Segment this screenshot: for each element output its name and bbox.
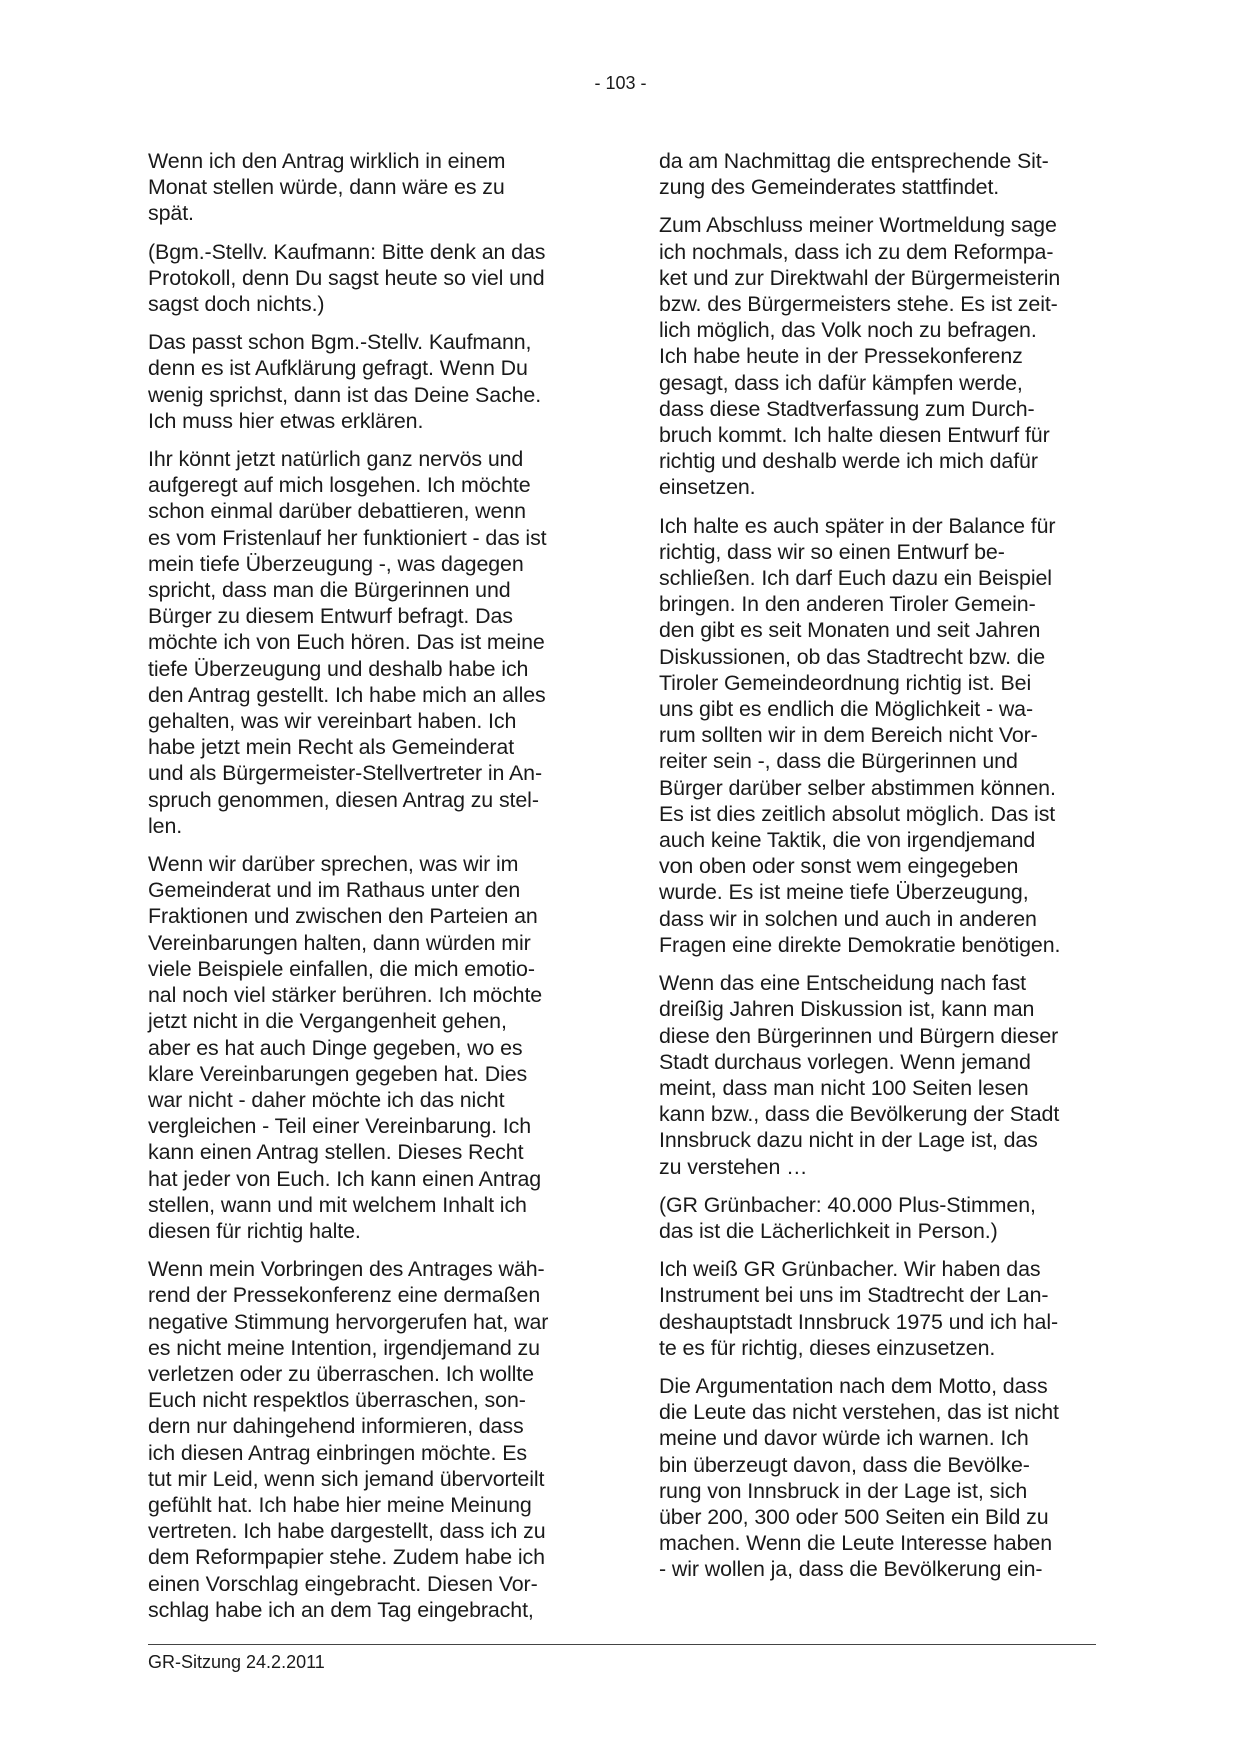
text-line: Wenn ich den Antrag wirklich in einem xyxy=(148,149,506,173)
text-line: deshauptstadt Innsbruck 1975 und ich hal- xyxy=(659,1309,1059,1334)
paragraph xyxy=(659,1373,1109,1583)
paragraph xyxy=(659,212,1109,500)
text-line: den gibt es seit Monaten und seit Jahren xyxy=(659,618,1041,643)
text-line: jetzt nicht in die Vergangenheit gehen, xyxy=(148,1009,507,1034)
text-line: bringen. In den anderen Tiroler Gemein- xyxy=(659,592,1036,617)
text-line: uns gibt es endlich die Möglichkeit - wa- xyxy=(659,697,1033,722)
text-line: und als Bürgermeister-Stellvertreter in An- xyxy=(148,761,542,786)
text-line: dern nur dahingehend informieren, dass xyxy=(148,1414,524,1439)
text-line: te es für richtig, dieses einzusetzen. xyxy=(659,1335,996,1360)
text-line: über 200, 300 oder 500 Seiten ein Bild zu xyxy=(659,1504,1049,1529)
text-line: Bürger darüber selber abstimmen können. xyxy=(659,775,1056,800)
text-line: von oben oder sonst wem eingegeben xyxy=(659,854,1019,879)
text-line: - wir wollen ja, dass die Bevölkerung ein- xyxy=(659,1557,1043,1582)
text-line: dem Reformpapier stehe. Zudem habe ich xyxy=(148,1545,545,1570)
text-line: möchte ich von Euch hören. Das ist meine xyxy=(148,630,545,655)
text-line: wenig sprichst, dann ist das Deine Sache. xyxy=(148,382,542,407)
text-line: aufgeregt auf mich losgehen. Ich möchte xyxy=(148,473,531,498)
text-line: sagst doch nichts.) xyxy=(148,292,325,317)
text-line: lich möglich, das Volk noch zu befragen. xyxy=(659,318,1037,343)
text-line: diese den Bürgerinnen und Bürgern dieser xyxy=(659,1023,1059,1048)
text-line: hat jeder von Euch. Ich kann einen Antrag xyxy=(148,1166,542,1191)
paragraph xyxy=(659,1192,1109,1244)
text-line: es nicht meine Intention, irgendjemand zu xyxy=(148,1335,540,1360)
text-line: Die Argumentation nach dem Motto, dass xyxy=(659,1373,1048,1398)
text-line: einen Vorschlag eingebracht. Diesen Vor- xyxy=(148,1571,538,1596)
text-line: Fraktionen und zwischen den Parteien an xyxy=(148,904,538,929)
text-line: ich diesen Antrag einbringen möchte. Es xyxy=(148,1440,527,1465)
paragraph xyxy=(148,446,598,839)
text-line: schließen. Ich darf Euch dazu ein Beispiel xyxy=(659,566,1052,591)
text-line: stellen, wann und mit welchem Inhalt ich xyxy=(148,1192,527,1217)
text-line: rend der Pressekonferenz eine dermaßen xyxy=(148,1283,541,1308)
text-line: reiter sein -, dass die Bürgerinnen und xyxy=(659,749,1018,774)
paragraph xyxy=(659,513,1109,958)
text-line: Monat stellen würde, dann wäre es zu xyxy=(148,175,505,200)
text-line: dass wir in solchen und auch in anderen xyxy=(659,906,1037,931)
paragraph xyxy=(148,148,598,227)
paragraph xyxy=(659,970,1109,1180)
paragraph xyxy=(148,239,598,318)
text-line: die Leute das nicht verstehen, das ist nicht xyxy=(659,1400,1059,1425)
text-line: ich nochmals, dass ich zu dem Reformpa- xyxy=(659,239,1054,264)
text-line: aber es hat auch Dinge gegeben, wo es xyxy=(148,1035,523,1060)
text-line: Das passt schon Bgm.-Stellv. Kaufmann, xyxy=(148,330,532,355)
text-line: es vom Fristenlauf her funktioniert - das ist xyxy=(148,525,547,550)
text-line: Gemeinderat und im Rathaus unter den xyxy=(148,878,521,903)
text-line: den Antrag gestellt. Ich habe mich an alles xyxy=(148,682,546,707)
text-line: kann bzw., dass die Bevölkerung der Stadt xyxy=(659,1102,1060,1127)
text-line: zu verstehen … xyxy=(659,1154,808,1179)
text-line: meine und davor würde ich warnen. Ich xyxy=(659,1426,1029,1451)
text-line: Wenn wir darüber sprechen, was wir im xyxy=(148,852,519,877)
text-line: (GR Grünbacher: 40.000 Plus-Stimmen, xyxy=(659,1192,1036,1217)
text-line: tiefe Überzeugung und deshalb habe ich xyxy=(148,656,529,681)
text-line: Bürger zu diesem Entwurf befragt. Das xyxy=(148,604,513,629)
left-text-column xyxy=(148,148,598,1635)
text-line: Es ist dies zeitlich absolut möglich. Das ist xyxy=(659,801,1056,826)
text-line: rum sollten wir in dem Bereich nicht Vor- xyxy=(659,723,1038,748)
text-line: bzw. des Bürgermeisters stehe. Es ist zeit- xyxy=(659,292,1058,317)
text-line: zung des Gemeinderates stattfindet. xyxy=(659,175,1000,200)
text-line: verletzen oder zu überraschen. Ich wollte xyxy=(148,1361,534,1386)
text-line: gehalten, was wir vereinbart haben. Ich xyxy=(148,709,517,734)
paragraph xyxy=(148,1256,598,1623)
text-line: Ich halte es auch später in der Balance für xyxy=(659,513,1056,538)
text-line: schlag habe ich an dem Tag eingebracht, xyxy=(148,1597,534,1622)
text-line: bin überzeugt davon, dass die Bevölke- xyxy=(659,1452,1030,1477)
text-line: Diskussionen, ob das Stadtrecht bzw. die xyxy=(659,644,1046,669)
text-line: tut mir Leid, wenn sich jemand übervorteilt xyxy=(148,1466,545,1491)
text-line: Tiroler Gemeindeordnung richtig ist. Bei xyxy=(659,670,1032,695)
text-line: schon einmal darüber debattieren, wenn xyxy=(148,499,526,524)
text-line: Ich muss hier etwas erklären. xyxy=(148,408,424,433)
text-line: klare Vereinbarungen gegeben hat. Dies xyxy=(148,1061,528,1086)
text-line: auch keine Taktik, die von irgendjemand xyxy=(659,828,1036,853)
text-line: Euch nicht respektlos überraschen, son- xyxy=(148,1388,526,1413)
text-line: dreißig Jahren Diskussion ist, kann man xyxy=(659,997,1035,1022)
text-line: Zum Abschluss meiner Wortmeldung sage xyxy=(659,213,1057,238)
paragraph xyxy=(659,148,1109,200)
text-line: Instrument bei uns im Stadtrecht der Lan- xyxy=(659,1283,1049,1308)
text-line: Ich habe heute in der Pressekonferenz xyxy=(659,344,1023,369)
text-line: meint, dass man nicht 100 Seiten lesen xyxy=(659,1075,1029,1100)
text-line: mein tiefe Überzeugung -, was dagegen xyxy=(148,551,524,576)
text-line: Wenn mein Vorbringen des Antrages wäh- xyxy=(148,1257,545,1282)
text-line: spät. xyxy=(148,201,194,226)
text-line: diesen für richtig halte. xyxy=(148,1218,361,1243)
text-line: richtig, dass wir so einen Entwurf be- xyxy=(659,539,1005,564)
text-line: Protokoll, denn Du sagst heute so viel und xyxy=(148,265,545,290)
text-line: richtig und deshalb werde ich mich dafür xyxy=(659,449,1038,474)
text-line: nal noch viel stärker berühren. Ich möchte xyxy=(148,983,543,1008)
text-line: bruch kommt. Ich halte diesen Entwurf für xyxy=(659,423,1050,448)
text-line: Innsbruck dazu nicht in der Lage ist, das xyxy=(659,1128,1038,1153)
text-line: spricht, dass man die Bürgerinnen und xyxy=(148,578,511,603)
text-line: kann einen Antrag stellen. Dieses Recht xyxy=(148,1140,524,1165)
text-line: war nicht - daher möchte ich das nicht xyxy=(148,1087,505,1112)
footer-divider xyxy=(148,1644,1096,1645)
text-line: spruch genommen, diesen Antrag zu stel- xyxy=(148,787,539,812)
text-line: viele Beispiele einfallen, die mich emotio- xyxy=(148,956,535,981)
text-line: machen. Wenn die Leute Interesse haben xyxy=(659,1531,1052,1556)
right-text-column xyxy=(659,148,1109,1595)
text-line: Fragen eine direkte Demokratie benötigen. xyxy=(659,932,1061,957)
text-line: das ist die Lächerlichkeit in Person.) xyxy=(659,1218,998,1243)
text-line: gesagt, dass ich dafür kämpfen werde, xyxy=(659,370,1023,395)
text-line: gefühlt hat. Ich habe hier meine Meinung xyxy=(148,1492,532,1517)
text-line: Vereinbarungen halten, dann würden mir xyxy=(148,930,531,955)
paragraph xyxy=(148,851,598,1244)
text-line: dass diese Stadtverfassung zum Durch- xyxy=(659,396,1035,421)
text-line: da am Nachmittag die entsprechende Sit- xyxy=(659,149,1049,173)
text-line: Ich weiß GR Grünbacher. Wir haben das xyxy=(659,1257,1041,1282)
text-line: denn es ist Aufklärung gefragt. Wenn Du xyxy=(148,356,528,381)
text-line: vertreten. Ich habe dargestellt, dass ich zu xyxy=(148,1519,546,1544)
text-line: einsetzen. xyxy=(659,475,756,500)
text-line: wurde. Es ist meine tiefe Überzeugung, xyxy=(659,880,1029,905)
text-line: len. xyxy=(148,813,183,838)
paragraph xyxy=(148,329,598,434)
text-line: Stadt durchaus vorlegen. Wenn jemand xyxy=(659,1049,1031,1074)
text-line: rung von Innsbruck in der Lage ist, sich xyxy=(659,1478,1028,1503)
paragraph xyxy=(659,1256,1109,1361)
text-line: (Bgm.-Stellv. Kaufmann: Bitte denk an das xyxy=(148,239,546,264)
text-line: Wenn das eine Entscheidung nach fast xyxy=(659,971,1027,996)
text-line: ket und zur Direktwahl der Bürgermeisterin xyxy=(659,265,1061,290)
text-line: Ihr könnt jetzt natürlich ganz nervös und xyxy=(148,447,524,472)
footer-session-label: GR-Sitzung 24.2.2011 xyxy=(148,1652,325,1672)
text-line: negative Stimmung hervorgerufen hat, war xyxy=(148,1309,549,1334)
text-line: vergleichen - Teil einer Vereinbarung. Ich xyxy=(148,1114,532,1139)
text-line: habe jetzt mein Recht als Gemeinderat xyxy=(148,735,515,760)
page-number: - 103 - xyxy=(594,73,647,93)
